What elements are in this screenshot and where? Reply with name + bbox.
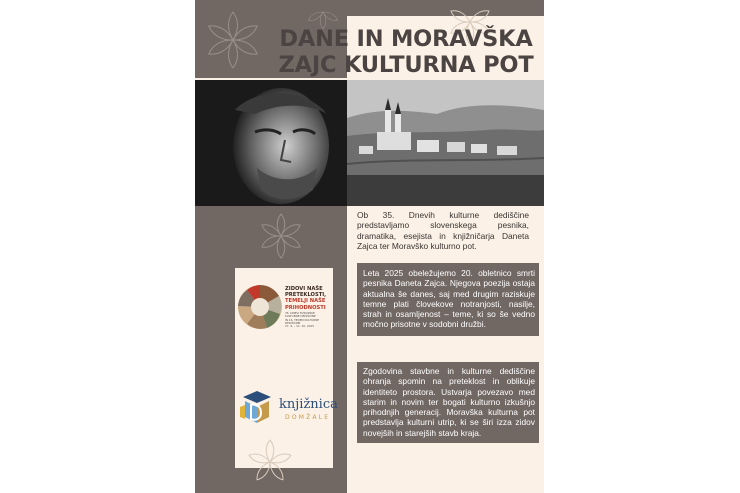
badge-line-2: PRETEKLOSTI, xyxy=(285,292,327,299)
portrait-photo xyxy=(195,80,347,206)
badge-small-1: 35. DNEVI EVROPSKE xyxy=(285,310,315,315)
page-title xyxy=(271,26,541,78)
badge-text xyxy=(285,286,335,329)
intro-paragraph: Ob 35. Dnevih kulturne dediščine predstavljamo slovenskega pesnika, dramatika, esejista in knjižničarja Daneta Zajca ter Moravško kulturno pot. xyxy=(357,210,529,251)
badge-date: 27. 9. – 11. 10. 2025 xyxy=(285,324,314,329)
badge-line-3: TEMELJI NAŠE xyxy=(285,298,326,305)
logo-town: DOMŽALE xyxy=(285,414,331,421)
badge-line-4: PRIHODNOSTI xyxy=(285,304,326,311)
flower-pattern-icon xyxy=(195,206,347,276)
title-line-1: DANE IN MORAVŠKA xyxy=(279,26,533,52)
village-image-icon xyxy=(347,80,544,206)
library-logo xyxy=(237,385,337,427)
logo-name: knjižnica xyxy=(279,397,338,412)
badge-small-3: IN 16. TEDEN KULTURNE xyxy=(285,317,320,322)
landscape-photo xyxy=(347,80,544,206)
library-book-icon xyxy=(237,387,277,427)
heritage-paragraph: Zgodovina stavbne in kulturne dediščine ohranja spomin na preteklost in oblikuje identiteto prostora. Ustvarja povezavo med starim in novim ter bogati kulturno izkušnjo prihodnjih generacij. Moravška kulturna pot predstavlja kulturni utrip, ki se širi izza zidov novejših in starejših stavb kraja. xyxy=(357,362,539,443)
heritage-days-badge xyxy=(237,282,333,336)
flower-pattern-icon xyxy=(235,430,305,490)
anniversary-paragraph: Leta 2025 obeležujemo 20. obletnico smrti pesnika Daneta Zajca. Njegova poezija ostaja aktualna še danes, saj med drugim raziskuje temne plati človekove notranjosti, nasilje, strah in osamljenost – teme, ki so še vedno močno prisotne v sodobni družbi. xyxy=(357,263,539,336)
poster xyxy=(195,0,544,493)
heritage-collage-icon xyxy=(237,284,283,330)
badge-small-4: DEDIŠČINE xyxy=(285,321,301,326)
badge-small-2: KULTURNE DEDIŠČINE xyxy=(285,314,316,319)
badge-line-1: ZIDOVI NAŠE xyxy=(285,286,323,292)
portrait-image-icon xyxy=(195,80,347,206)
title-line-2: ZAJC KULTURNA POT xyxy=(278,52,534,78)
